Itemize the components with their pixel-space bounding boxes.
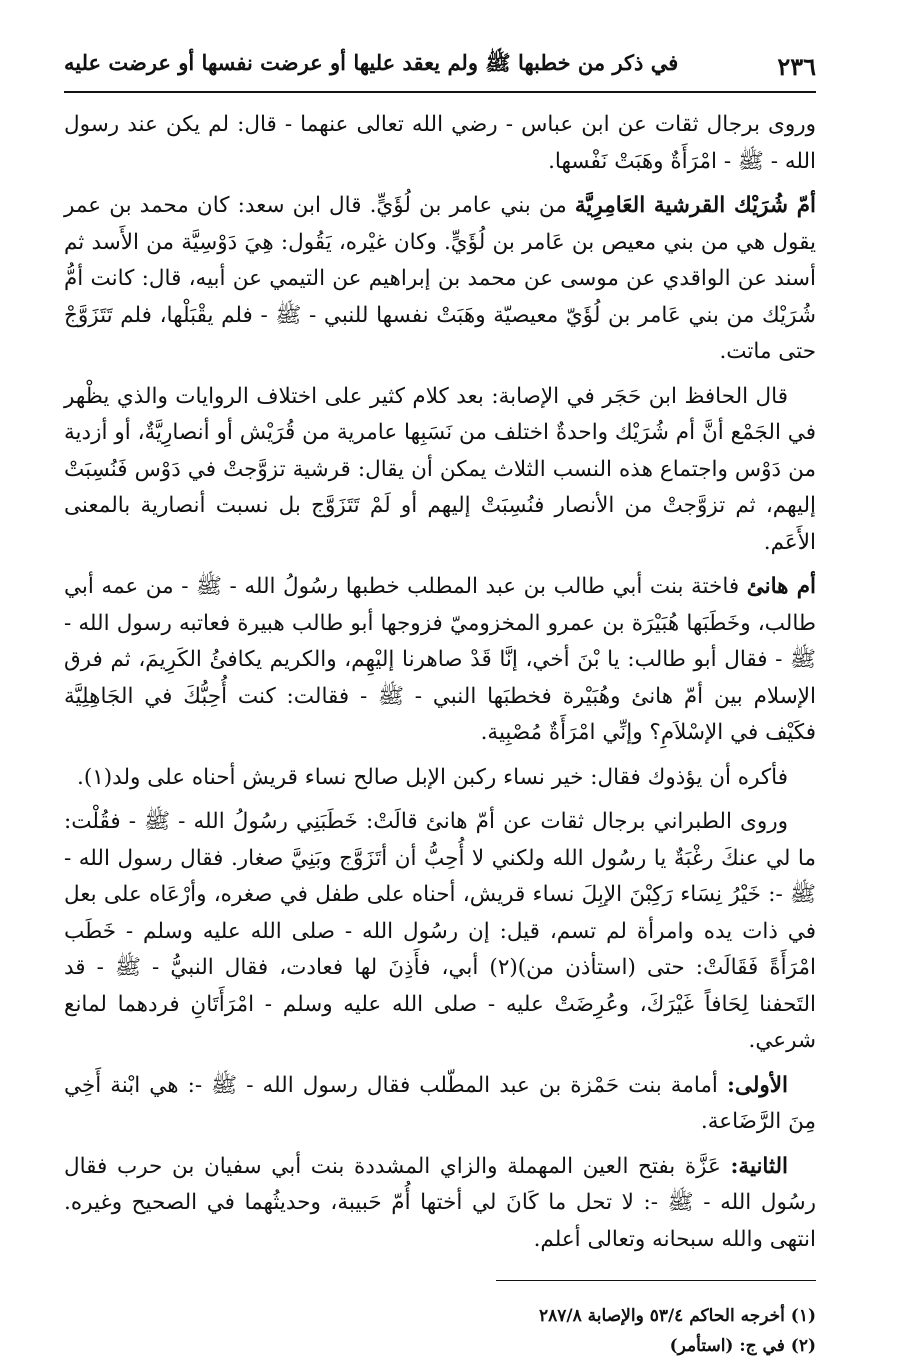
paragraph: فأكره أن يؤذوك فقال: خير نساء ركبن الإبل صالح نساء قريش أحناه على ولد(١). <box>76 764 788 790</box>
running-title: في ذكر من خطبها ﷺ ولم يعقد عليها أو عرضت نفسها أو عرضت عليه <box>64 50 679 75</box>
footnotes <box>64 1301 816 1361</box>
entry-heading: الثانية: <box>730 1153 788 1179</box>
entry-heading: أمّ شُرَيْك القرشية العَامِرِيَّة <box>574 193 816 218</box>
entry-heading: الأولى: <box>726 1072 788 1098</box>
paragraph: الثانية: عَزَّة بفتح العين المهملة والزاي المشددة بنت أبي سفيان بن حرب فقال رسُول الله - ﷺ -: لا تحل ما كَانَ لي أختها أُمّ حَبيبة، وحديثُهما في الصحيح وغيره. انتهى والله سبحانه وتعالى أعلم. <box>64 1153 816 1252</box>
footnote-divider <box>496 1280 816 1281</box>
paragraph: وروى برجال ثقات عن ابن عباس - رضي الله تعالى عنهما - قال: لم يكن عند رسول الله - ﷺ - امْرَأَةٌ وهَبَتْ نَفْسها. <box>64 112 816 174</box>
main-text <box>64 107 816 1258</box>
paragraph: أم هانئ فاختة بنت أبي طالب بن عبد المطلب خطبها رسُولُ الله - ﷺ - من عمه أبي طالب، وخَطَبَها هُبَيْرَة بن عمرو المخزوميّ فزوجها أبو طالب هبيرة فعاتبه رسول الله - ﷺ - فقال أبو طالب: يا بْنَ أخي، إنَّا قَدْ صاهرنا إليْهِم، والكريم يكافئُ الكَرِيمَ، ثم فرق الإسلام بين أمّ هانئ وهُبَيْرة فخطبَها النبي - ﷺ - فقالت: كنت أُحِبُّكَ في الجَاهِلِيَّة فكَيْف في الإسْلاَمِ؟ وإنِّي امْرَأَةٌ مُصْبِية. <box>64 574 816 745</box>
book-page <box>64 50 816 1361</box>
paragraph: أمّ شُرَيْك القرشية العَامِرِيَّة من بني عامر بن لُؤَيٍّ. قال ابن سعد: كان محمد بن عمر يقول هي من بني معيص بن عَامر بن لُؤَيٍّ. وكان غيْره، يَقُول: هِيَ دَوْسِيَّة من الأَسد ثم أسند عن الواقدي عن موسى عن محمد بن إبراهيم عن التيمي عن أبيه، قال: كانت أمُّ شُرَيْك من بني عَامر بن لُؤَيّ معيصيّة وهَبَتْ نفسها للنبي - ﷺ - فلم يقْبَلْها، فلم تَتَزَوَّجْ حتى ماتت. <box>64 193 816 364</box>
paragraph: الأولى: أمامة بنت حَمْزة بن عبد المطّلب فقال رسول الله - ﷺ -: هي ابْنة أَخِي مِنَ الرَّضَاعة. <box>64 1072 816 1134</box>
paragraph: قال الحافظ ابن حَجَر في الإصابة: بعد كلام كثير على اختلاف الروايات والذي يظْهر في الجَمْع أنَّ أم شُرَيْك واحدةٌ اختلف من نَسَبِها عامرية من قُرَيْش أو أنصارِيَّةٌ، أو أزدية من دَوْس واجتماع هذه النسب الثلاث يمكن أن يقال: قرشية تزوَّجتْ في دَوْس فَنُسِبَتْ إليهم، ثم تزوَّجتْ من الأنصار فنُسِبَتْ إليهم أو لَمْ تَتَزَوَّج بل نسبت أنصارية بالمعنى الأَعَم. <box>64 383 817 555</box>
footnote: (٢) في ج: (استأمر) <box>669 1336 816 1356</box>
footnote: (١) أخرجه الحاكم ٥٣/٤ والإصابة ٢٨٧/٨ <box>539 1306 816 1326</box>
page-number: ٢٣٦ <box>777 52 816 81</box>
paragraph: وروى الطبراني برجال ثقات عن أمّ هانئ قالَتْ: خَطَبَنِي رسُولُ الله - ﷺ - فقُلْت: ما لي عنكَ رغْبَةٌ يا رسُول الله ولكني لا أُحِبُّ أن أتَزَوَّج وبَنِيَّ صغار. فقال رسول الله - ﷺ -: خَيْرُ نِسَاء رَكِبْنَ الإبِلَ نساء قريش، أحناه على طفل في صغره، وأرْعَاه على بعل في ذات يده وامرأة لم تسم، قيل: إن رسُول الله - صلى الله عليه وسلم - خَطَب امْرَأَةً فَقَالَتْ: حتى (استأذن من)(٢) أبي، فأَذِنَ لها فعادت، فقال النبيُّ - ﷺ - قد التَحفنا لِحَافاً غَيْرَكَ، وعُرِضَتْ عليه - صلى الله عليه وسلم - امْرَأَتَانِ فردهما لمانع شرعي. <box>64 809 816 1053</box>
entry-heading: أم هانئ <box>746 574 816 599</box>
page-header <box>64 50 816 93</box>
